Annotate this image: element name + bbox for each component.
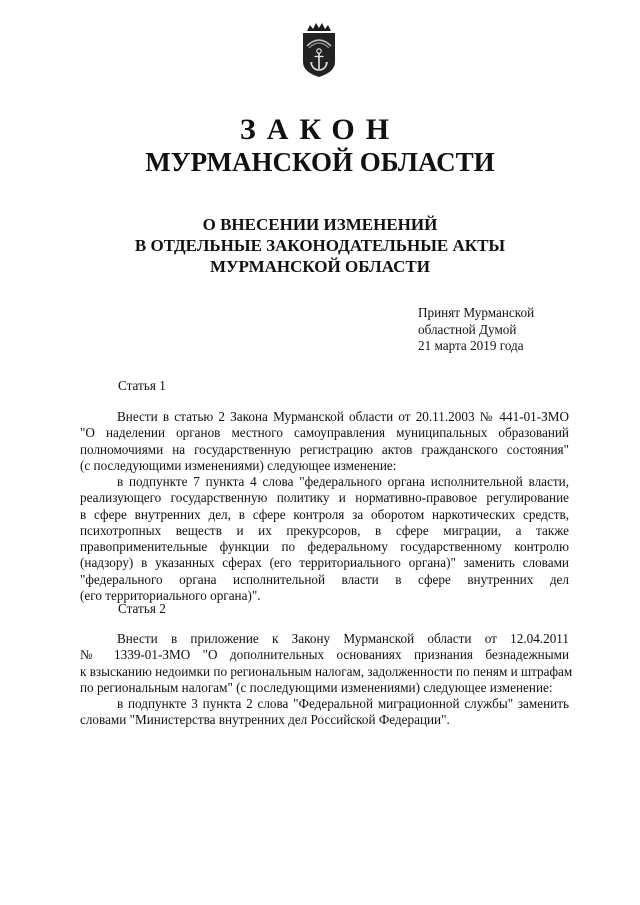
adoption-note: [418, 305, 534, 355]
subtitle-line: В ОТДЕЛЬНЫЕ ЗАКОНОДАТЕЛЬНЫЕ АКТЫ: [134, 236, 506, 255]
text-line: в подпункте 7 пункта 4 слова "федерального органа исполнительной власти,: [117, 474, 569, 489]
law-subtitle: [0, 214, 640, 277]
subtitle-line: МУРМАНСКОЙ ОБЛАСТИ: [210, 257, 430, 276]
text-line: (с последующими изменениями) следующее изменение:: [80, 457, 397, 473]
text-line: к взысканию недоимки по региональным налогам, задолженности по пеням и штрафам: [80, 663, 573, 679]
article-1-paragraph-1: [80, 409, 569, 474]
article-1-paragraph-2: [80, 474, 569, 604]
murmansk-coat-of-arms-icon: [298, 22, 340, 78]
adoption-note-line: Принят Мурманской: [418, 305, 535, 320]
region-title: МУРМАНСКОЙ ОБЛАСТИ: [145, 147, 495, 177]
text-line: "федерального органа исполнительной власти в сфере внутренних дел: [80, 571, 569, 587]
text-line: "О наделении органов местного самоуправления муниципальных образований: [80, 425, 569, 441]
subtitle-line: О ВНЕСЕНИИ ИЗМЕНЕНИЙ: [202, 215, 438, 234]
article-2-paragraph-1: [80, 631, 573, 696]
article-2-paragraph-2: [80, 696, 569, 729]
text-line: словами "Министерства внутренних дел Российской Федерации".: [80, 712, 450, 728]
text-line: психотропных веществ и их прекурсоров, в сфере миграции, а также: [80, 522, 569, 538]
text-line: (надзору) в указанных сферах (его территориального органа)" заменить словами: [80, 555, 569, 571]
adoption-note-line: 21 марта 2019 года: [418, 338, 524, 353]
text-line: в подпункте 3 пункта 2 слова "Федеральной миграционной службы" заменить: [117, 696, 569, 711]
text-line: (его территориального органа)".: [80, 588, 261, 604]
text-line: Внести в статью 2 Закона Мурманской области от 20.11.2003 № 441-01-ЗМО: [117, 409, 569, 424]
text-line: полномочиями на государственную регистрацию актов гражданского состояния": [80, 441, 569, 457]
adoption-note-line: областной Думой: [418, 321, 517, 337]
text-line: в сфере внутренних дел, в сфере контроля за оборотом наркотических средств,: [80, 506, 569, 522]
text-line: № 1339-01-ЗМО "О дополнительных основаниях признания безнадежными: [80, 647, 569, 663]
text-line: по региональным налогам" (с последующими изменениями) следующее изменение:: [80, 679, 553, 695]
article-2-heading: Статья 2: [118, 601, 166, 616]
text-line: Внести в приложение к Закону Мурманской области от 12.04.2011: [117, 631, 569, 646]
text-line: реализующего государственную политику и нормативно-правовое регулирование: [80, 490, 569, 506]
law-title: ЗАКОН: [239, 113, 401, 146]
text-line: правоприменительные функции по федеральному государственному контролю: [80, 539, 569, 555]
article-1-heading: Статья 1: [118, 378, 166, 393]
